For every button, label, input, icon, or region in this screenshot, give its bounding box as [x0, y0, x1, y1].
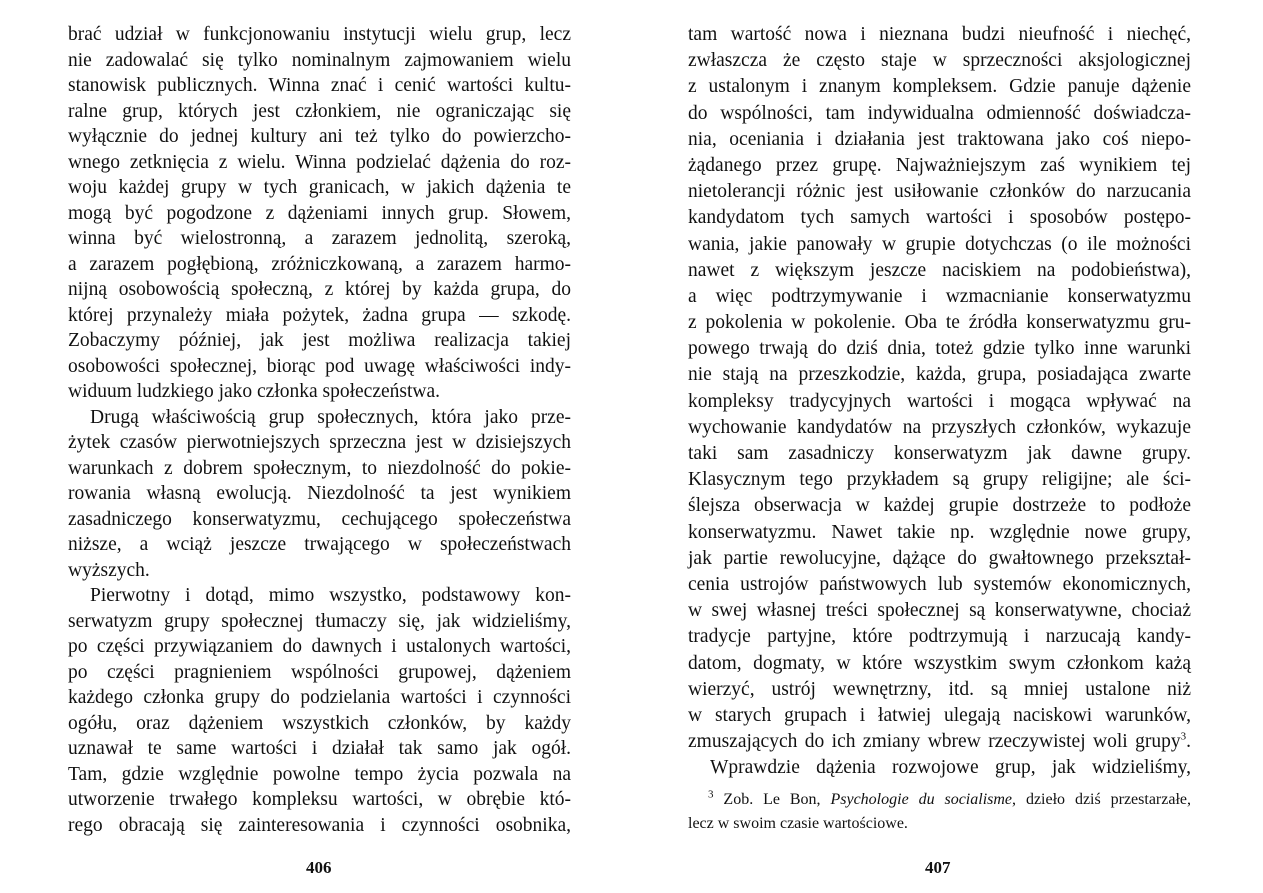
text-line: zwłaszcza że często staje w sprzeczności aksjologicznej	[688, 50, 1191, 72]
text-line: po części przywiązaniem do dawnych i ustalonych wartości,	[68, 636, 571, 657]
text-line: każdego członka grupy do podzielania wartości i czynności	[68, 687, 571, 708]
text-line: widuum ludzkiego jako członka społeczeństwa.	[68, 381, 441, 402]
text-line: warunkach z dobrem społecznym, to niezdolność do pokie-	[68, 457, 571, 479]
text-line: do wspólności, tam indywidualna odmienność doświadcza-	[688, 102, 1191, 124]
text-line: stanowisk publicznych. Winna znać i cenić wartości kultu-	[68, 75, 571, 96]
text-line: tradycje partyjne, które podtrzymują i narzucają kandy-	[688, 626, 1191, 648]
text-line: Klasycznym tego przykładem są grupy religijne; ale ści-	[688, 469, 1191, 491]
text-line: której przynależy miała pożytek, żadna grupa — szkodę.	[68, 304, 571, 326]
text-line: winna być wielostronną, a zarazem jednolitą, szeroką,	[68, 228, 571, 249]
text-line: utworzenie trwałego kompleksu wartości, w obrębie któ-	[68, 789, 571, 810]
text-line: jak partie rewolucyjne, dążące do gwałtownego przekształ-	[688, 547, 1191, 569]
text-line: wychowanie kandydatów na przyszłych członków, wykazuje	[688, 416, 1191, 438]
text-line: nie stają na przeszkodzie, każda, grupa, posiadająca zwarte	[688, 364, 1191, 386]
text-line: cenia ustrojów państwowych lub systemów ekonomicznych,	[688, 573, 1191, 595]
text-line: osobowości społecznej, biorąc pod uwagę właściwości indy-	[68, 355, 571, 377]
text-line: z pokolenia w pokolenie. Oba te źródła konserwatyzmu gru-	[688, 312, 1191, 334]
text-line: nijną osobowością społeczną, z której by każda grupa, do	[68, 279, 571, 300]
text-line: Zobaczymy później, jak jest możliwa realizacja takiej	[68, 330, 571, 351]
text-line: w starych grupach i łatwiej ulegają naciskowi warunków,	[688, 704, 1191, 726]
text-line: wnego zetknięcia z wielu. Winna podzielać dążenia do roz-	[68, 151, 571, 173]
text-line: ogółu, oraz dążeniem wszystkich członków, by każdy	[68, 712, 571, 734]
footnote	[688, 788, 1191, 836]
text-line: żądanego przez grupę. Najważniejszym zaś wynikiem tej	[688, 154, 1191, 176]
text-line: wyłącznie do jednej kultury ani też tylko do powierzcho-	[68, 126, 571, 147]
text-line: ślejsza obserwacja w każdej grupie dostrzeże to podłoże	[688, 495, 1191, 517]
text-line: wania, jakie panowały w grupie dotychczas (o ile możności	[688, 233, 1191, 255]
text-line: nietolerancji różnic jest usiłowanie członków do narzucania	[688, 181, 1191, 203]
footnote-marker: 3	[708, 788, 714, 801]
text-line: w swej własnej treści społecznej są konserwatywne, chociaż	[688, 600, 1191, 622]
text-line: a zarazem pogłębioną, zróżniczkowaną, a zarazem harmo-	[68, 253, 571, 275]
text-line: żytek czasów pierwotniejszych sprzeczna jest w dzisiejszych	[68, 432, 571, 453]
text-line: datom, dogmaty, w które wszystkim swym członkom każą	[688, 652, 1191, 674]
text-line: uznawał te same wartości i działał tak samo jak ogół.	[68, 738, 571, 759]
text-line: nawet z większym jeszcze naciskiem na podobieństwa),	[688, 259, 1191, 281]
text-line: tam wartość nowa i nieznana budzi nieufność i niechęć,	[688, 24, 1191, 45]
text-line: Wprawdzie dążenia rozwojowe grup, jak widzieliśmy,	[710, 757, 1191, 779]
text-line: nie zadowalać się tylko nominalnym zajmowaniem wielu	[68, 49, 571, 71]
text-line: po części pragnieniem wspólności grupowej, dążeniem	[68, 661, 571, 683]
footnote-reference[interactable]: 3	[1180, 730, 1187, 743]
text-line: rowania własną ewolucją. Niezdolność ta jest wynikiem	[68, 483, 571, 504]
text-line: nia, oceniania i działania jest traktowana jako coś niepo-	[688, 128, 1191, 150]
text-line: zasadniczego konserwatyzmu, cechującego społeczeństwa	[68, 508, 571, 530]
page-number-left: 406	[306, 858, 332, 877]
page-number-right: 407	[925, 858, 951, 877]
text-line: wierzyć, ustrój wewnętrzny, itd. są mniej ustalone niż	[688, 678, 1191, 700]
text-line: rego obracają się zainteresowania i czynności osobnika,	[68, 814, 571, 836]
footnote-line: $^3$ Zob. Le Bon, Psychologie du socialisme, dzieło dziś przestarzałe,	[708, 788, 1192, 808]
text-line: wyższych.	[68, 559, 150, 581]
left-page-text	[68, 22, 571, 838]
text-line: taki sam zasadniczy konserwatyzm jak dawne grupy.	[688, 443, 1191, 464]
text-line: kandydatom tych samych wartości i sposobów postępo-	[688, 207, 1191, 229]
text-line: Drugą właściwością grup społecznych, która jako prze-	[90, 406, 571, 428]
text-line: ralne grup, których jest członkiem, nie ograniczając się	[68, 100, 571, 122]
text-line: woju każdej grupy w tych granicach, w jakich dążenia te	[68, 177, 571, 198]
text-line: zmuszających do ich zmiany wbrew rzeczywistej woli grupy$^3$.	[688, 730, 1191, 753]
text-line: kompleksy tradycyjnych wartości i mogąca wpływać na	[688, 390, 1191, 412]
footnote-book-title: Psychologie du socialisme	[830, 791, 1013, 808]
right-page-text	[688, 22, 1191, 781]
text-line: Pierwotny i dotąd, mimo wszystko, podstawowy kon-	[90, 585, 571, 606]
text-line: powego trwają do dziś dnia, toteż gdzie tylko inne warunki	[688, 338, 1191, 360]
text-line: konserwatyzmu. Nawet takie np. względnie nowe grupy,	[688, 521, 1191, 543]
text-line: mogą być pogodzone z dążeniami innych grup. Słowem,	[68, 202, 571, 224]
text-line: a więc podtrzymywanie i wzmacnianie konserwatyzmu	[688, 285, 1191, 307]
text-line: serwatyzm grupy społecznej tłumaczy się, jak widzieliśmy,	[68, 610, 571, 632]
footnote-line: lecz w swoim czasie wartościowe.	[688, 815, 908, 832]
text-line: niższe, a wciąż jeszcze trwającego w społeczeństwach	[68, 534, 571, 555]
text-line: z ustalonym i znanym kompleksem. Gdzie panuje dążenie	[688, 76, 1191, 98]
text-line: brać udział w funkcjonowaniu instytucji wielu grup, lecz	[68, 24, 571, 45]
text-line: Tam, gdzie względnie powolne tempo życia pozwala na	[68, 763, 571, 785]
